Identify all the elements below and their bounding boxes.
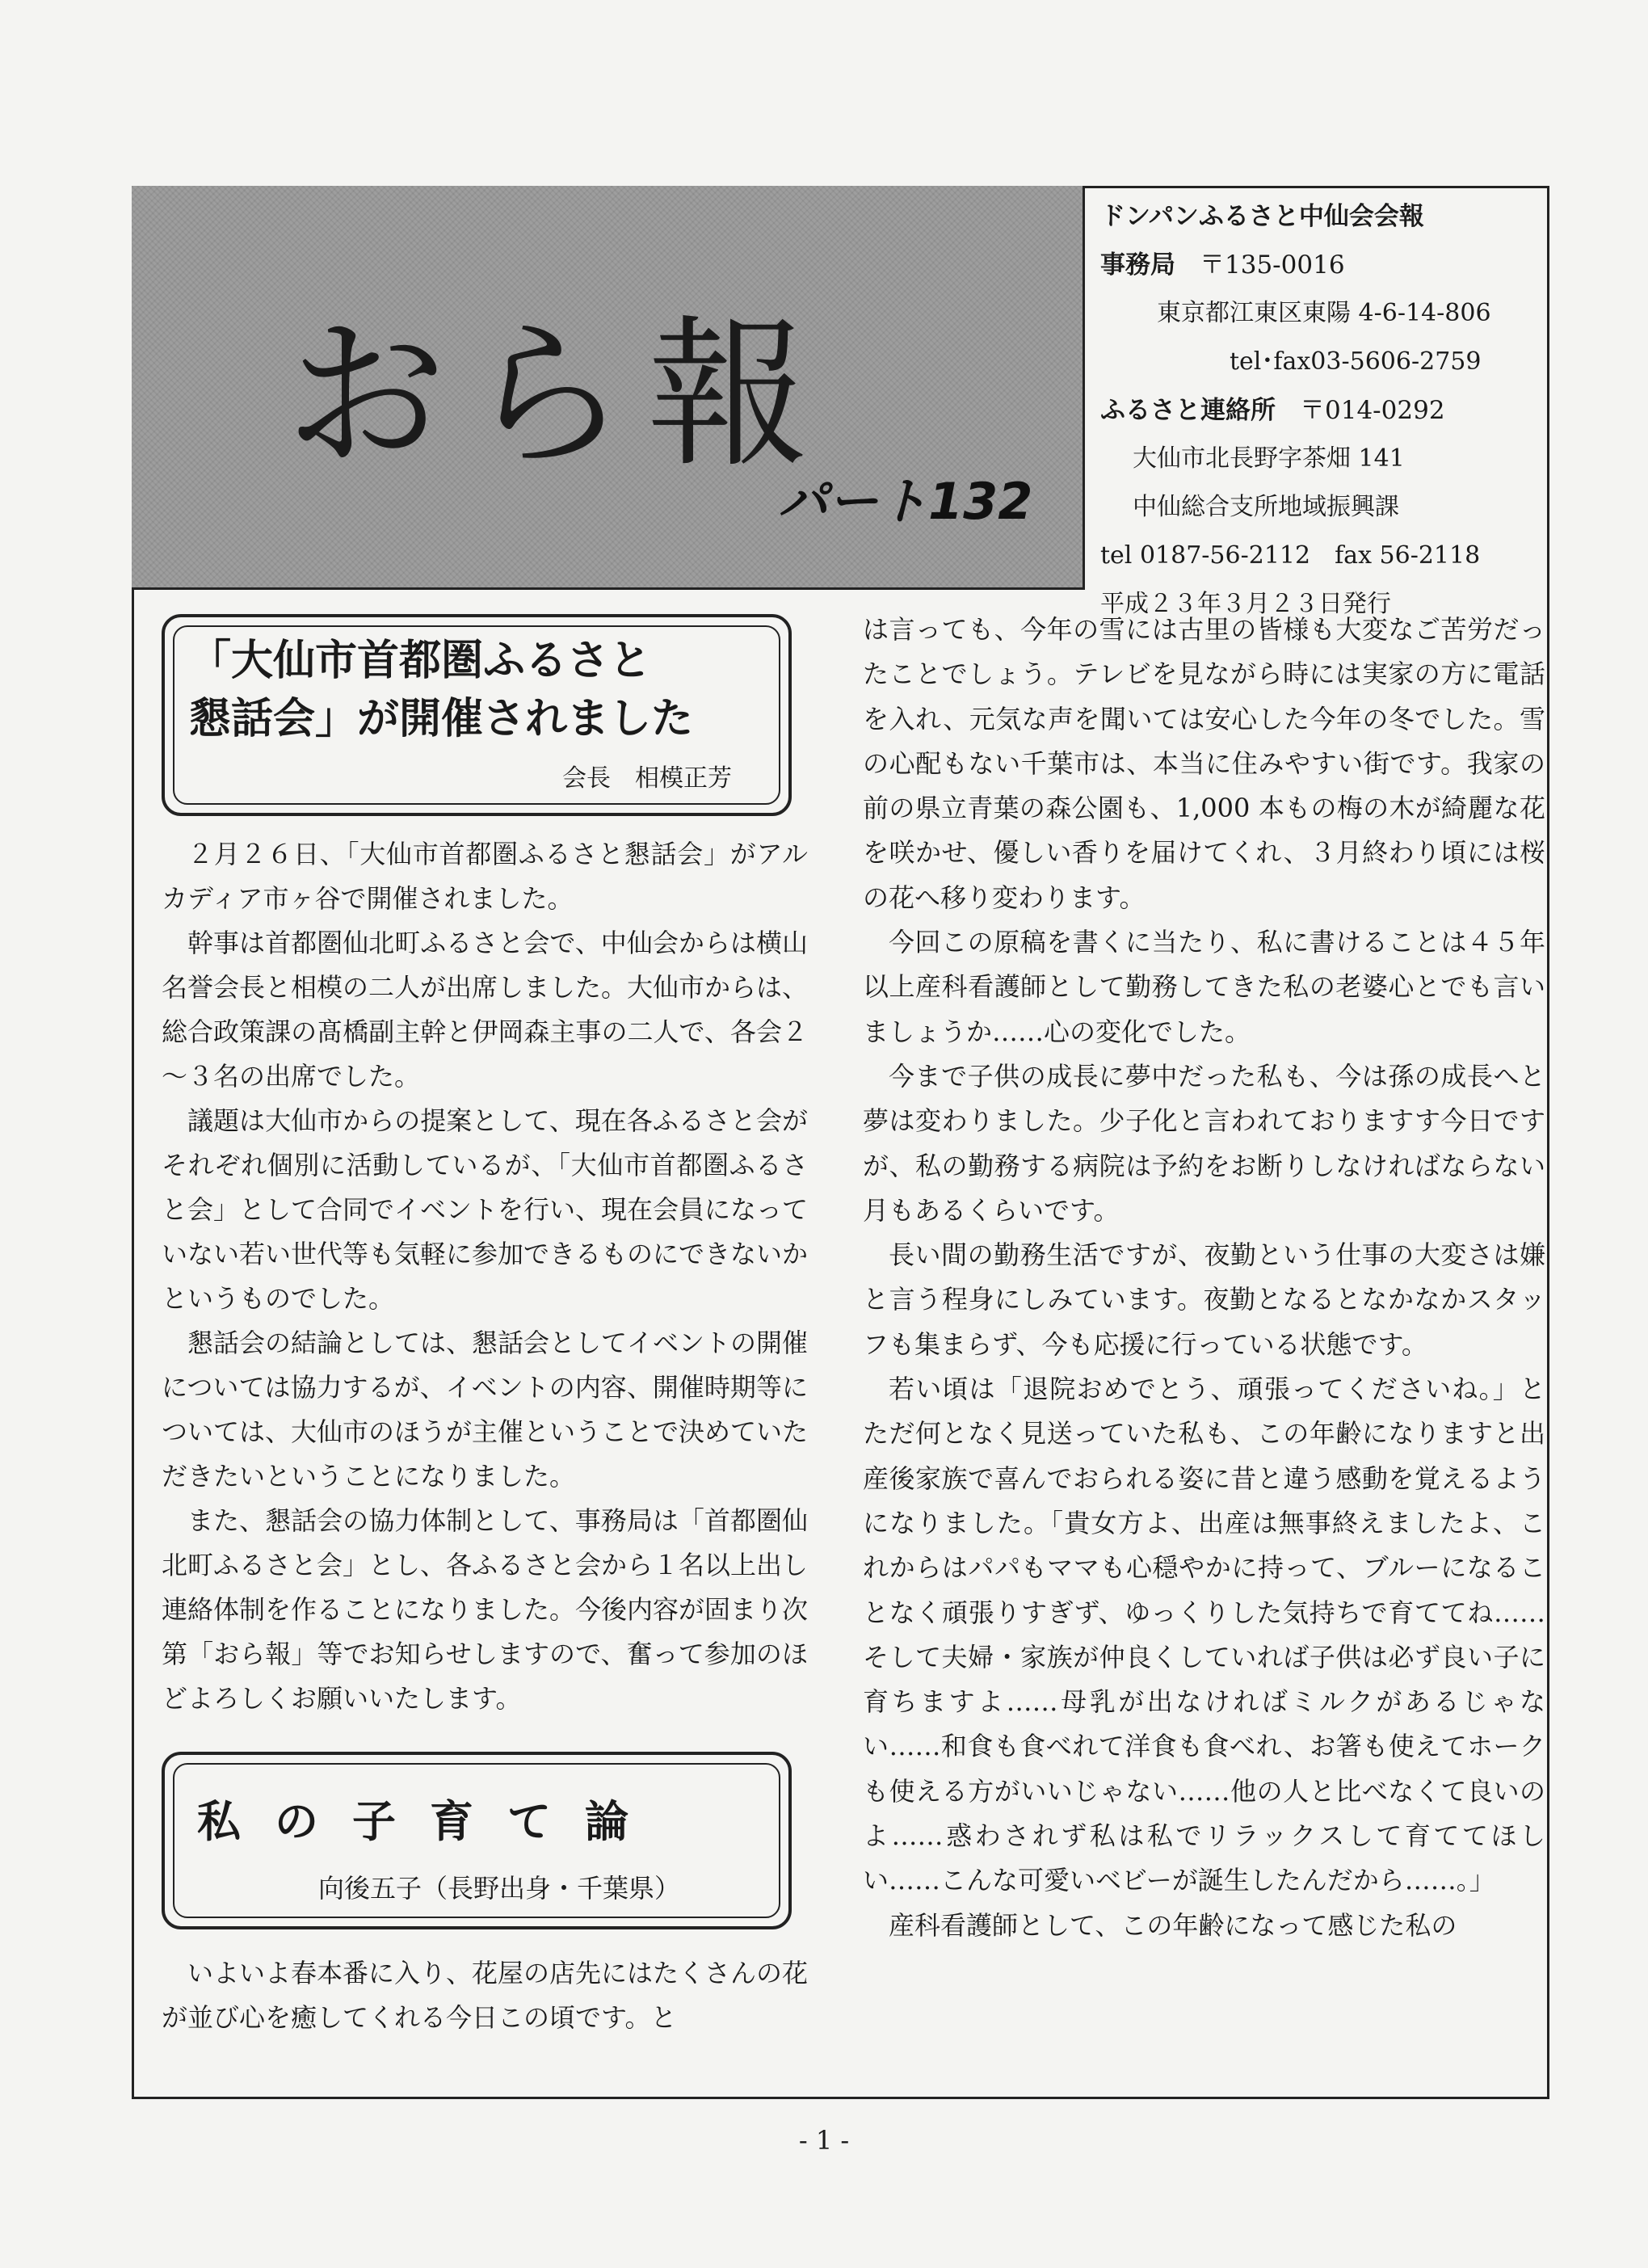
article2-paragraph: いよいよ春本番に入り、花屋の店先にはたくさんの花が並び心を癒してくれる今日この頃です。と <box>162 1958 809 2033</box>
article2-paragraph: 今回この原稿を書くに当たり、私に書けることは４５年以上産科看護師として勤務してきた私の老婆心とでも言いましょうか……心の変化でした。 <box>863 927 1545 1047</box>
liaison-label: ふるさと連絡所 <box>1100 396 1276 425</box>
article2-body-left <box>162 1951 808 2040</box>
article2-headline-box <box>162 1752 792 1929</box>
issue-date: 平成２３年３月２３日発行 <box>1100 590 1391 618</box>
article2-paragraph: 今まで子供の成長に夢中だった私も、今は孫の成長へと夢は変わりました。少子化と言われておりますす今日ですが、私の勤務する病院は予約をお断りしなければならない月もあるくらいです。 <box>863 1060 1545 1226</box>
article1-paragraph: 懇話会の結論としては、懇話会としてイベントの開催については協力するが、イベントの内容、開催時期等については、大仙市のほうが主催ということで決めていただきたいということになりました。 <box>162 1328 809 1492</box>
article1-headline: 「大仙市首都圏ふるさと 懇話会」が開催されました <box>189 637 694 743</box>
issue-part-number: パート132 <box>778 472 1033 531</box>
article2-headline: 私の子育て論 <box>197 1796 662 1847</box>
liaison-dept: 中仙総合支所地域振興課 <box>1133 493 1399 521</box>
article2-paragraph: 長い間の勤務生活ですが、夜勤という仕事の大変さは嫌と言う程身にしみています。夜勤となるとなかなかスタッフも集まらず、今も応援に行っている状態です。 <box>863 1239 1545 1360</box>
article2-paragraph: 若い頃は「退院おめでとう、頑張ってくださいね。」とただ何となく見送っていた私も、この年齢になりますと出産後家族で喜んでおられる姿に昔と違う感動を覚えるようになりました。「貴女方よ、出産は無事終えましたよ、これからはパパもママも心穏やかに持って、ブルーになることなく頑張りすぎず、ゆっくりした気持ちで育ててね……そして夫婦・家族が仲良くしていれば子供は必ず良い子に育ちますよ……母乳が出なければミルクがあるじゃない……和食も食べれて洋食も食べれ、お箸も使えてホークも使える方がいいじゃない……他の人と比べなくて良いのよ……惑わされず私は私でリラックスして育ててほしい……こんな可愛いベビーが誕生したんだから……。」 <box>863 1374 1545 1896</box>
article2-body-right <box>863 608 1545 1948</box>
office-label: 事務局 <box>1100 250 1175 280</box>
liaison-postal: 〒014-0292 <box>1300 396 1445 425</box>
article2-paragraph: 産科看護師として、この年齢になって感じた私の <box>889 1909 1457 1941</box>
article1-paragraph: 議題は大仙市からの提案として、現在各ふるさと会がそれぞれ個別に活動しているが、「大仙市首都圏ふるさと会」として合同でイベントを行い、現在会員になっていない若い世代等も気軽に参加できるものにできないかというものでした。 <box>162 1105 809 1314</box>
article1-paragraph: また、懇話会の協力体制として、事務局は「首都圏仙北町ふるさと会」とし、各ふるさと会から１名以上出し連絡体制を作ることになりました。今後内容が固まり次第「おら報」等でお知らせしますので、奮って参加のほどよろしくお願いいたします。 <box>162 1505 809 1714</box>
liaison-tel: tel 0187-56-2112 fax 56-2118 <box>1100 541 1481 570</box>
article1-headline-box <box>162 614 792 816</box>
liaison-address: 大仙市北長野字茶畑 141 <box>1133 444 1405 473</box>
article2-author: 向後五子（長野出身・千葉県） <box>318 1873 681 1904</box>
article1-author: 会長 相模正芳 <box>562 764 732 793</box>
masthead <box>132 186 1085 590</box>
article1-body <box>162 832 808 1721</box>
office-address: 東京都江東区東陽 4-6-14-806 <box>1157 299 1491 327</box>
article1-paragraph: 幹事は首都圏仙北町ふるさと会で、中仙会からは横山名誉会長と相模の二人が出席しました。大仙市からは、総合政策課の髙橋副主幹と伊岡森主事の二人で、各会２～３名の出席でした。 <box>162 928 809 1092</box>
org-name: ドンパンふるさと中仙会会報 <box>1100 202 1424 231</box>
publisher-info <box>1100 192 1545 618</box>
liaison-line <box>1100 386 1545 435</box>
office-tel: tel･fax03-5606-2759 <box>1230 347 1482 376</box>
office-line <box>1100 241 1545 289</box>
article1-paragraph: ２月２６日、「大仙市首都圏ふるさと懇話会」がアルカディア市ヶ谷で開催されました。 <box>162 839 808 914</box>
page-number: - 1 - <box>798 2125 850 2156</box>
office-postal: 〒135-0016 <box>1200 250 1345 280</box>
article2-paragraph-continued: は言っても、今年の雪には古里の皆様も大変なご苦労だったことでしょう。テレビを見ながら時には実家の方に電話を入れ、元気な声を聞いては安心した今年の冬でした。雪の心配もない千葉市は、本当に住みやすい街です。我家の前の県立青葉の森公園も、1,000 本もの梅の木が綺麗な花を咲かせ、優しい香りを届けてくれ、３月終わり頃には桜の花へ移り変わります。 <box>863 614 1545 913</box>
newsletter-title: おら報 <box>285 301 829 490</box>
